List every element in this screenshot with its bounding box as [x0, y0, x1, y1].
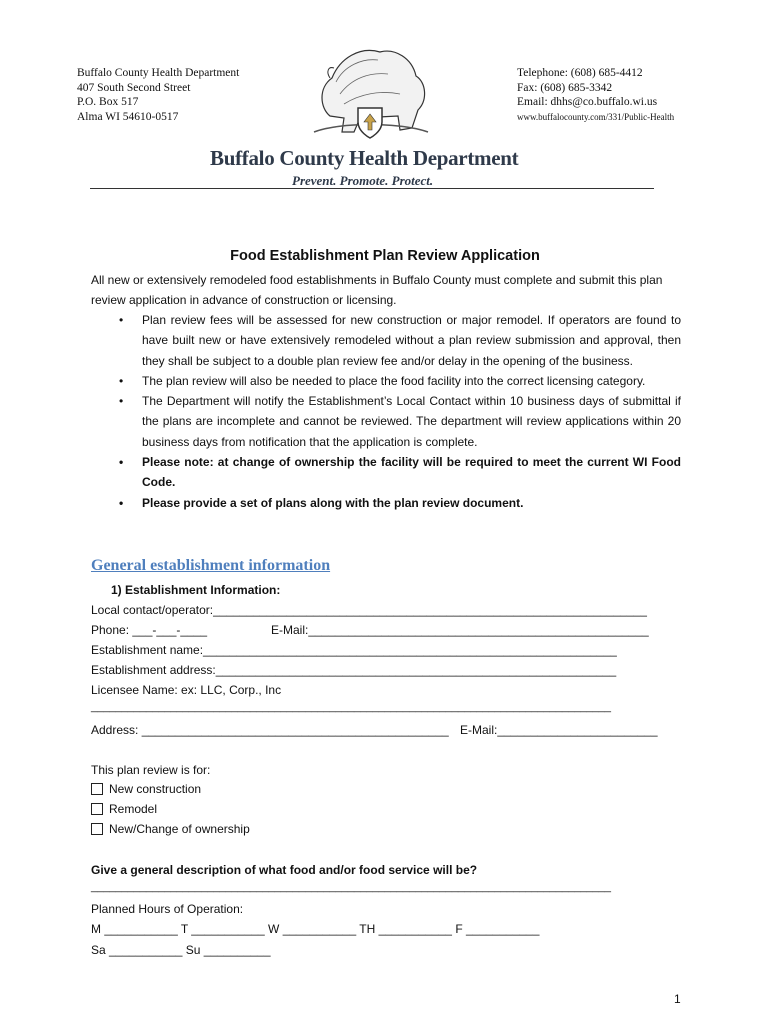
fax: Fax: (608) 685-3342: [517, 81, 613, 94]
hours-row-weekdays[interactable]: M ___________ T ___________ W ___________ TH ___________ F ___________: [91, 922, 540, 936]
address-line: Alma WI 54610-0517: [77, 110, 179, 123]
website: www.buffalocounty.com/331/Public-Health: [517, 111, 675, 122]
licensee-name-label: Licensee Name: ex: LLC, Corp., Inc: [91, 683, 282, 697]
intro-paragraph: All new or extensively remodeled food establishments in Buffalo County must complete and submit this plan review application in advance of construction or licensing.: [91, 273, 663, 307]
address-field[interactable]: Address: ______________________________________________: [91, 723, 449, 737]
bullet-icon: •: [119, 394, 124, 409]
bullet-icon: •: [119, 455, 124, 470]
list-item: • Please provide a set of plans along with the plan review document.: [91, 493, 681, 513]
list-item: • The plan review will also be needed to place the food facility into the correct licensing category.: [91, 371, 681, 391]
checkbox-label: Remodel: [109, 802, 158, 816]
hours-label: Planned Hours of Operation:: [91, 902, 244, 916]
licensee-name-field[interactable]: _____________________________________________________________________________________: [91, 701, 612, 713]
bison-logo: [300, 38, 440, 150]
list-item: • Plan review fees will be assessed for new construction or major remodel. If operators are found to have built new or have extensively remodeled without a plan review submission and approval, then they shall be subject to a double plan review fee and/or delay in the opening of the business.: [91, 310, 681, 371]
address-line: P.O. Box 517: [77, 96, 139, 108]
header-divider: [90, 188, 654, 189]
bullet-icon: •: [119, 495, 124, 510]
food-description-field[interactable]: _____________________________________________________________________________________: [91, 881, 612, 893]
address-block: [77, 66, 239, 124]
checkbox-new-construction[interactable]: [91, 782, 201, 796]
page-title: Food Establishment Plan Review Application: [230, 248, 540, 264]
department-name: Buffalo County Health Department: [210, 146, 519, 170]
plan-review-for-label: This plan review is for:: [91, 763, 211, 777]
checkbox-icon[interactable]: [91, 803, 103, 815]
establishment-address-field[interactable]: Establishment address:____________________________________________________________: [91, 663, 617, 677]
bullet-icon: •: [119, 373, 124, 388]
checkbox-icon[interactable]: [91, 783, 103, 795]
email2-field[interactable]: E-Mail:________________________: [460, 723, 658, 737]
email-field[interactable]: E-Mail:___________________________________________________: [271, 623, 649, 637]
address-line: 407 South Second Street: [77, 81, 191, 94]
phone-field[interactable]: Phone: ___-___-____: [91, 623, 208, 637]
checkbox-icon[interactable]: [91, 823, 103, 835]
checkbox-change-ownership[interactable]: [91, 822, 250, 836]
telephone: Telephone: (608) 685-4412: [517, 67, 643, 79]
list-item: • The Department will notify the Establishment’s Local Contact within 10 business days of submittal if the plans are incomplete and cannot be reviewed. The department will review applications within 20 business days from notification that the application is complete.: [91, 391, 681, 452]
checkbox-label: New construction: [109, 782, 202, 796]
local-contact-field[interactable]: Local contact/operator:_________________________________________________________________: [91, 603, 647, 617]
list-item: • Please note: at change of ownership the facility will be required to meet the current WI Food Code.: [91, 452, 681, 493]
checkbox-remodel[interactable]: [91, 802, 157, 816]
hours-row-weekend[interactable]: Sa ___________ Su __________: [91, 943, 271, 957]
email: Email: dhhs@co.buffalo.wi.us: [517, 96, 658, 108]
bullet-list: [91, 310, 681, 513]
section-heading: General establishment information: [91, 557, 331, 574]
contact-block: [517, 66, 674, 124]
establishment-name-field[interactable]: Establishment name:______________________________________________________________: [91, 643, 617, 657]
motto: Prevent. Promote. Protect.: [292, 173, 434, 188]
address-line: Buffalo County Health Department: [77, 67, 240, 79]
page-number: 1: [674, 992, 681, 1006]
establishment-info-heading: 1) Establishment Information:: [111, 583, 281, 597]
food-description-question: Give a general description of what food and/or food service will be?: [91, 863, 478, 877]
checkbox-label: New/Change of ownership: [109, 822, 250, 836]
bullet-icon: •: [119, 313, 124, 327]
